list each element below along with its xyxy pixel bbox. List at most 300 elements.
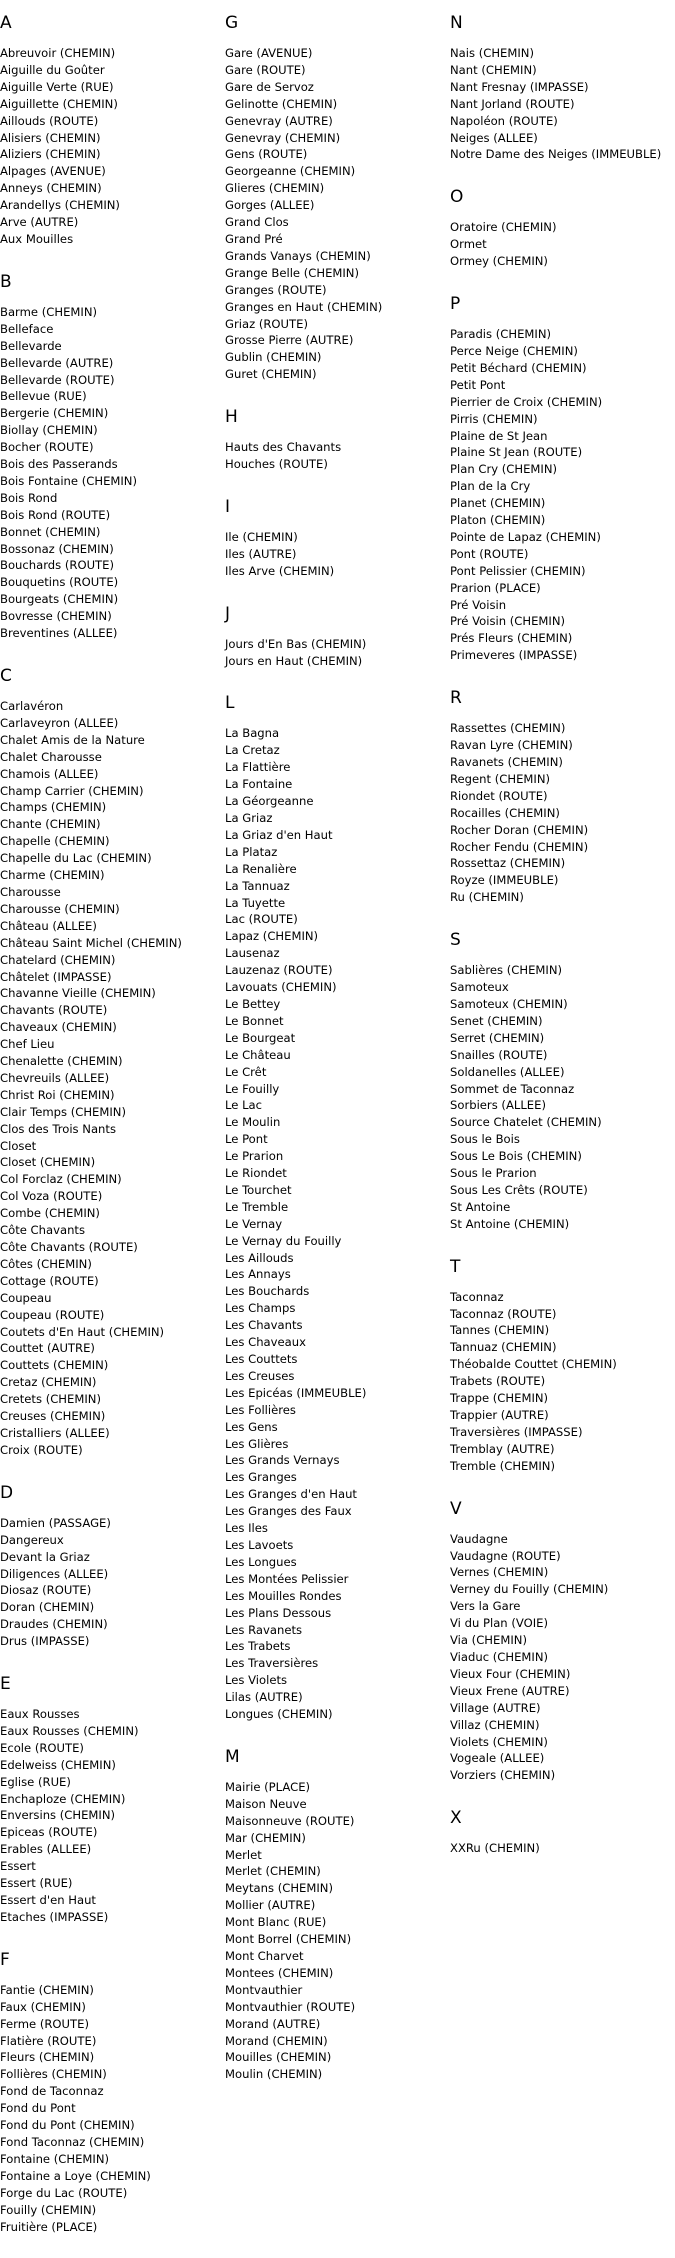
- street-item: Petit Pont: [450, 377, 506, 392]
- street-item: Aiguille Verte (RUE): [0, 79, 114, 94]
- street-item: Genevray (CHEMIN): [225, 130, 341, 145]
- letter-section-o: [450, 187, 670, 282]
- street-item: Gorges (ALLEE): [225, 198, 315, 213]
- street-item: Vieux Frene (AUTRE): [450, 1683, 570, 1698]
- street-item: Fouilly (CHEMIN): [0, 2202, 97, 2217]
- street-item: Ile (CHEMIN): [225, 529, 298, 544]
- street-item: Pont Pelissier (CHEMIN): [450, 563, 586, 578]
- street-item: Diligences (ALLEE): [0, 1566, 109, 1581]
- street-item: Prarion (PLACE): [450, 580, 541, 595]
- street-item: Villaz (CHEMIN): [450, 1717, 540, 1732]
- letter-section-f: [0, 1950, 220, 2248]
- street-item: Le Lac: [225, 1098, 263, 1113]
- street-item: Carlaveyron (ALLEE): [0, 715, 119, 730]
- street-item: Gens (ROUTE): [225, 147, 308, 162]
- letter-section-v: [450, 1499, 670, 1797]
- street-item: Chavants (ROUTE): [0, 1003, 108, 1018]
- street-item: Bovresse (CHEMIN): [0, 609, 112, 624]
- street-item: Aliziers (CHEMIN): [0, 147, 101, 162]
- street-item: Les Chaveaux: [225, 1335, 306, 1350]
- letter-section-r: [450, 688, 670, 918]
- street-item: Vers la Gare: [450, 1599, 521, 1614]
- street-item: Prés Fleurs (CHEMIN): [450, 631, 573, 646]
- street-item: Rocher Doran (CHEMIN): [450, 822, 589, 837]
- street-item: Taconnaz (ROUTE): [450, 1306, 557, 1321]
- street-item: Glieres (CHEMIN): [225, 181, 325, 196]
- street-item: Mont Charvet: [225, 1949, 304, 1963]
- letter-heading: J: [225, 603, 231, 624]
- street-item: Aux Mouilles: [0, 231, 74, 246]
- street-item: Vi du Plan (VOIE): [450, 1616, 548, 1631]
- section-spacer: [225, 669, 445, 681]
- section-spacer: [225, 1723, 445, 1735]
- street-item: Les Grands Vernays: [225, 1453, 340, 1468]
- street-item: Morand (AUTRE): [225, 2016, 321, 2031]
- street-item: Les Epicéas (IMMEUBLE): [225, 1385, 367, 1400]
- letter-section-d: [0, 1483, 220, 1662]
- street-item: Lac (ROUTE): [225, 912, 298, 927]
- street-item: Merlet (CHEMIN): [225, 1864, 321, 1879]
- section-spacer: [450, 270, 670, 282]
- street-list: [0, 1982, 220, 2236]
- street-item: Le Bonnet: [225, 1013, 284, 1028]
- street-item: Alisiers (CHEMIN): [0, 130, 101, 145]
- street-item: Théobalde Couttet (CHEMIN): [450, 1357, 617, 1372]
- street-item: Grand Clos: [225, 215, 289, 230]
- street-item: Clos des Trois Nants: [0, 1121, 116, 1136]
- street-item: Soldanelles (ALLEE): [450, 1064, 565, 1079]
- street-list: [0, 1706, 220, 1926]
- street-item: Château (ALLEE): [0, 918, 97, 933]
- street-item: Essert d'en Haut: [0, 1893, 96, 1907]
- letter-heading: A: [0, 13, 12, 33]
- street-item: Bois Rond: [0, 490, 58, 505]
- street-item: Violets (CHEMIN): [450, 1734, 548, 1749]
- street-list: [450, 720, 670, 906]
- street-list: [225, 45, 445, 383]
- street-item: Les Montées Pelissier: [225, 1571, 349, 1586]
- letter-section-p: [450, 294, 670, 676]
- street-item: Côtes (CHEMIN): [0, 1256, 92, 1271]
- street-item: Faux (CHEMIN): [0, 1999, 86, 2014]
- street-list: [0, 698, 220, 1459]
- street-item: Samoteux: [450, 980, 509, 995]
- letter-heading: G: [225, 13, 239, 33]
- street-item: Bouquetins (ROUTE): [0, 575, 119, 590]
- street-item: La Griaz: [225, 811, 273, 825]
- letter-section-i: [225, 497, 445, 592]
- street-item: St Antoine: [450, 1199, 511, 1214]
- street-item: Napoléon (ROUTE): [450, 113, 558, 128]
- street-item: Riondet (ROUTE): [450, 788, 548, 803]
- street-item: Merlet: [225, 1847, 262, 1862]
- street-item: Croix (ROUTE): [0, 1442, 83, 1457]
- letter-heading: T: [450, 1256, 461, 1277]
- section-spacer: [0, 1459, 220, 1471]
- street-item: La Tannuaz: [225, 878, 290, 893]
- street-item: Les Ravanets: [225, 1622, 303, 1637]
- street-item: La Fontaine: [225, 777, 293, 792]
- street-item: Bocher (ROUTE): [0, 440, 94, 455]
- street-item: Lauzenaz (ROUTE): [225, 963, 333, 978]
- letter-section-l: [225, 693, 445, 1734]
- street-list: [225, 529, 445, 580]
- street-list: [0, 304, 220, 642]
- street-item: Les Chavants: [225, 1318, 303, 1333]
- street-item: Bouchards (ROUTE): [0, 558, 114, 573]
- street-item: Les Follières: [225, 1402, 296, 1417]
- street-item: Fond de Taconnaz: [0, 2084, 104, 2099]
- street-item: La Géorgeanne: [225, 794, 314, 809]
- letter-heading: D: [0, 1482, 14, 1503]
- letter-heading: H: [225, 407, 238, 428]
- letter-section-h: [225, 407, 445, 485]
- street-list: [450, 1289, 670, 1475]
- letter-heading: E: [0, 1674, 11, 1695]
- street-item: Serret (CHEMIN): [450, 1030, 545, 1045]
- street-item: Les Bouchards: [225, 1284, 310, 1299]
- street-item: Bergerie (CHEMIN): [0, 406, 109, 421]
- street-item: Village (AUTRE): [450, 1700, 541, 1715]
- section-spacer: [450, 1784, 670, 1796]
- letter-heading: F: [0, 1949, 10, 1970]
- street-item: Source Chatelet (CHEMIN): [450, 1115, 602, 1130]
- street-item: Abreuvoir (CHEMIN): [0, 46, 116, 60]
- street-item: Le Tourchet: [225, 1182, 292, 1197]
- street-item: Montvauthier (ROUTE): [225, 1999, 356, 2014]
- street-item: Drus (IMPASSE): [0, 1634, 90, 1649]
- street-item: Granges (ROUTE): [225, 282, 327, 297]
- street-item: Essert (RUE): [0, 1876, 73, 1891]
- street-item: Gare (AVENUE): [225, 46, 313, 60]
- street-item: Mar (CHEMIN): [225, 1830, 306, 1845]
- street-item: Le Château: [225, 1047, 291, 1062]
- street-item: Arve (AUTRE): [0, 215, 79, 230]
- letter-heading: V: [450, 1498, 462, 1519]
- street-item: Les Creuses: [225, 1368, 295, 1383]
- street-item: Les Longues: [225, 1554, 297, 1569]
- street-item: Grosse Pierre (AUTRE): [225, 333, 354, 348]
- street-item: Pont (ROUTE): [450, 546, 529, 561]
- street-item: Vorziers (CHEMIN): [450, 1768, 556, 1783]
- street-item: Le Vernay: [225, 1216, 283, 1231]
- street-item: Sablières (CHEMIN): [450, 963, 563, 978]
- street-item: Vaudagne (ROUTE): [450, 1548, 561, 1563]
- street-list: [225, 725, 445, 1722]
- street-list: [225, 439, 445, 473]
- street-item: Sous le Bois: [450, 1132, 520, 1147]
- street-item: Epiceas (ROUTE): [0, 1825, 98, 1840]
- street-item: Les Granges d'en Haut: [225, 1487, 357, 1502]
- street-item: Les Couttets: [225, 1352, 298, 1366]
- street-item: Samoteux (CHEMIN): [450, 996, 568, 1011]
- street-item: Genevray (AUTRE): [225, 113, 333, 128]
- street-item: Maison Neuve: [225, 1796, 307, 1811]
- street-item: Aillouds (ROUTE): [0, 113, 99, 128]
- street-list: [450, 962, 670, 1233]
- street-item: Guret (CHEMIN): [225, 367, 317, 382]
- section-spacer: [450, 1233, 670, 1245]
- street-item: Ormet: [450, 237, 487, 252]
- section-spacer: [225, 2083, 445, 2095]
- street-item: Moulin (CHEMIN): [225, 2067, 323, 2082]
- street-item: Clair Temps (CHEMIN): [0, 1104, 126, 1119]
- street-item: Gare de Servoz: [225, 79, 314, 94]
- street-list: [225, 636, 445, 670]
- street-item: La Cretaz: [225, 743, 280, 758]
- street-item: Vogeale (ALLEE): [450, 1751, 545, 1766]
- street-item: Lausenaz: [225, 946, 280, 961]
- street-item: Les Aillouds: [225, 1250, 294, 1265]
- street-item: La Flattière: [225, 760, 291, 775]
- letter-section-t: [450, 1257, 670, 1487]
- street-item: Vieux Four (CHEMIN): [450, 1666, 571, 1681]
- street-item: Closet (CHEMIN): [0, 1155, 96, 1170]
- letter-section-b: [0, 272, 220, 654]
- street-item: Essert: [0, 1859, 36, 1874]
- street-item: Plaine de St Jean: [450, 428, 548, 443]
- letter-heading: N: [450, 13, 463, 33]
- street-item: Fontaine a Loye (CHEMIN): [0, 2168, 151, 2183]
- street-item: Chante (CHEMIN): [0, 817, 101, 832]
- street-item: Chamois (ALLEE): [0, 766, 99, 781]
- street-item: Le Vernay du Fouilly: [225, 1233, 342, 1248]
- letter-section-a: [0, 13, 220, 260]
- street-item: Breventines (ALLEE): [0, 626, 118, 641]
- street-list: [450, 1840, 670, 1857]
- street-item: Anneys (CHEMIN): [0, 181, 102, 196]
- street-item: Les Gens: [225, 1419, 278, 1434]
- street-item: Chapelle du Lac (CHEMIN): [0, 851, 152, 866]
- street-item: Bonnet (CHEMIN): [0, 524, 101, 539]
- street-item: Enversins (CHEMIN): [0, 1808, 116, 1823]
- street-item: Grand Pré: [225, 231, 283, 246]
- section-spacer: [0, 248, 220, 260]
- street-item: Bellevarde (ROUTE): [0, 372, 115, 387]
- street-item: Gublin (CHEMIN): [225, 350, 322, 365]
- street-item: Sous Les Crêts (ROUTE): [450, 1182, 588, 1197]
- street-item: Aiguille du Goûter: [0, 62, 105, 77]
- letter-heading: O: [450, 187, 464, 208]
- street-item: Fond Taconnaz (CHEMIN): [0, 2134, 145, 2149]
- street-item: Château Saint Michel (CHEMIN): [0, 935, 182, 950]
- street-item: Creuses (CHEMIN): [0, 1409, 106, 1424]
- street-item: Aiguillette (CHEMIN): [0, 96, 118, 111]
- street-item: Mont Borrel (CHEMIN): [225, 1932, 352, 1947]
- street-item: Cretets (CHEMIN): [0, 1392, 101, 1407]
- street-item: Nant Fresnay (IMPASSE): [450, 79, 589, 94]
- street-item: Bois Fontaine (CHEMIN): [0, 473, 138, 488]
- street-item: Trappe (CHEMIN): [450, 1391, 549, 1406]
- street-item: Meytans (CHEMIN): [225, 1881, 334, 1896]
- street-item: Chapelle (CHEMIN): [0, 834, 110, 849]
- street-item: Grands Vanays (CHEMIN): [225, 248, 371, 263]
- street-item: Chatelard (CHEMIN): [0, 952, 116, 967]
- street-item: Les Trabets: [225, 1639, 291, 1654]
- street-item: Bellevue (RUE): [0, 389, 87, 404]
- street-item: Nant (CHEMIN): [450, 62, 537, 77]
- street-item: Couttets (CHEMIN): [0, 1358, 109, 1373]
- street-item: Verney du Fouilly (CHEMIN): [450, 1582, 609, 1597]
- street-item: Ru (CHEMIN): [450, 890, 524, 905]
- street-item: Tannuaz (CHEMIN): [450, 1340, 557, 1355]
- street-item: La Griaz d'en Haut: [225, 827, 333, 842]
- street-item: Closet: [0, 1138, 37, 1153]
- section-spacer: [0, 1650, 220, 1662]
- letter-section-g: [225, 13, 445, 395]
- street-item: Lapaz (CHEMIN): [225, 929, 319, 944]
- street-item: Mouilles (CHEMIN): [225, 2050, 332, 2065]
- street-item: Les Plans Dessous: [225, 1605, 332, 1620]
- column-1: [0, 0, 220, 2247]
- street-item: Les Annays: [225, 1267, 291, 1282]
- street-item: Jours en Haut (CHEMIN): [225, 653, 363, 668]
- street-item: Côte Chavants: [0, 1223, 86, 1238]
- street-item: Via (CHEMIN): [450, 1633, 527, 1648]
- street-item: Rocher Fendu (CHEMIN): [450, 839, 589, 854]
- street-item: Senet (CHEMIN): [450, 1013, 543, 1028]
- street-item: Le Riondet: [225, 1166, 287, 1181]
- street-item: Fontaine (CHEMIN): [0, 2151, 110, 2166]
- street-item: Vaudagne: [450, 1531, 508, 1546]
- street-item: Rassettes (CHEMIN): [450, 721, 566, 736]
- street-item: Le Bourgeat: [225, 1030, 296, 1045]
- street-item: Montvauthier: [225, 1982, 303, 1997]
- street-item: Chalet Amis de la Nature: [0, 732, 145, 747]
- street-item: Viaduc (CHEMIN): [450, 1649, 549, 1664]
- street-item: Primeveres (IMPASSE): [450, 648, 578, 663]
- street-item: Montees (CHEMIN): [225, 1965, 334, 1980]
- street-item: Belleface: [0, 321, 54, 336]
- street-item: Nais (CHEMIN): [450, 46, 535, 60]
- street-item: Biollay (CHEMIN): [0, 423, 98, 438]
- street-item: Trappier (AUTRE): [450, 1408, 549, 1422]
- street-item: Taconnaz: [450, 1289, 504, 1304]
- street-item: Barme (CHEMIN): [0, 304, 98, 319]
- street-item: Erables (ALLEE): [0, 1842, 92, 1857]
- street-item: Ecole (ROUTE): [0, 1740, 84, 1755]
- letter-heading: X: [450, 1808, 462, 1829]
- street-item: Plaine St Jean (ROUTE): [450, 445, 583, 460]
- street-list: [225, 1779, 445, 2083]
- street-item: Fleurs (CHEMIN): [0, 2050, 95, 2065]
- section-spacer: [450, 1475, 670, 1487]
- street-item: Ferme (ROUTE): [0, 2016, 89, 2031]
- street-item: Cretaz (CHEMIN): [0, 1375, 97, 1390]
- street-item: Gare (ROUTE): [225, 62, 306, 77]
- street-item: Vernes (CHEMIN): [450, 1565, 549, 1580]
- street-item: Hauts des Chavants: [225, 440, 342, 455]
- letter-heading: I: [225, 496, 231, 517]
- street-item: Gelinotte (CHEMIN): [225, 96, 338, 111]
- street-item: Neiges (ALLEE): [450, 130, 538, 145]
- street-item: Draudes (CHEMIN): [0, 1617, 108, 1632]
- street-item: Etaches (IMPASSE): [0, 1909, 109, 1924]
- street-item: Champ Carrier (CHEMIN): [0, 783, 144, 798]
- street-item: Petit Béchard (CHEMIN): [450, 360, 587, 375]
- street-list: [450, 326, 670, 664]
- street-item: Lilas (AUTRE): [225, 1690, 303, 1705]
- street-item: Coupeau: [0, 1290, 52, 1305]
- street-item: Christ Roi (CHEMIN): [0, 1087, 115, 1102]
- street-item: Les Mouilles Rondes: [225, 1588, 342, 1603]
- street-item: Coutets d'En Haut (CHEMIN): [0, 1324, 165, 1339]
- street-item: Cristalliers (ALLEE): [0, 1425, 110, 1440]
- letter-section-e: [0, 1674, 220, 1938]
- street-item: Les Champs: [225, 1301, 296, 1316]
- street-item: Devant la Griaz: [0, 1549, 90, 1564]
- street-item: Charousse (CHEMIN): [0, 901, 120, 916]
- street-item: Coupeau (ROUTE): [0, 1307, 105, 1322]
- street-item: Granges en Haut (CHEMIN): [225, 299, 383, 314]
- street-item: Oratoire (CHEMIN): [450, 220, 557, 235]
- street-item: Georgeanne (CHEMIN): [225, 164, 356, 179]
- street-item: Le Bettey: [225, 996, 281, 1011]
- street-item: La Renalière: [225, 861, 297, 876]
- street-item: Col Voza (ROUTE): [0, 1189, 103, 1204]
- section-spacer: [0, 2235, 220, 2247]
- street-item: Les Granges des Faux: [225, 1504, 352, 1519]
- street-list: [0, 1515, 220, 1650]
- street-item: Rocailles (CHEMIN): [450, 805, 560, 820]
- street-item: Bourgeats (CHEMIN): [0, 592, 119, 607]
- street-item: Longues (CHEMIN): [225, 1707, 333, 1722]
- street-item: Bois des Passerands: [0, 457, 118, 472]
- section-spacer: [450, 163, 670, 175]
- section-spacer: [225, 580, 445, 592]
- street-item: La Plataz: [225, 844, 278, 859]
- street-item: Les Traversières: [225, 1656, 319, 1671]
- street-item: Tannes (CHEMIN): [450, 1323, 550, 1338]
- street-item: Griaz (ROUTE): [225, 316, 308, 331]
- street-item: Nant Jorland (ROUTE): [450, 96, 575, 111]
- street-item: Fond du Pont: [0, 2101, 76, 2116]
- street-list: [450, 219, 670, 270]
- letter-heading: P: [450, 294, 461, 315]
- street-item: Platon (CHEMIN): [450, 513, 546, 528]
- street-item: Charousse: [0, 884, 61, 899]
- street-item: Eaux Rousses: [0, 1707, 80, 1722]
- letter-section-n: [450, 13, 670, 175]
- letter-heading: S: [450, 930, 461, 951]
- street-item: Eglise (RUE): [0, 1774, 71, 1789]
- section-spacer: [225, 383, 445, 395]
- street-list: [450, 45, 670, 163]
- letter-heading: B: [0, 271, 12, 292]
- street-item: Les Iles: [225, 1521, 268, 1536]
- street-item: Sommet de Taconnaz: [450, 1081, 575, 1096]
- street-item: Le Tremble: [225, 1199, 289, 1214]
- street-item: Couttet (AUTRE): [0, 1341, 95, 1356]
- letter-section-j: [225, 604, 445, 682]
- street-item: Grange Belle (CHEMIN): [225, 265, 360, 280]
- street-item: Bellevarde: [0, 338, 62, 353]
- street-item: Charme (CHEMIN): [0, 868, 105, 883]
- street-item: Maisonneuve (ROUTE): [225, 1813, 355, 1828]
- street-item: Plan Cry (CHEMIN): [450, 462, 558, 477]
- street-item: Doran (CHEMIN): [0, 1600, 95, 1615]
- street-item: Plan de la Cry: [450, 479, 531, 494]
- street-item: Les Violets: [225, 1673, 288, 1688]
- street-item: Carlavéron: [0, 699, 64, 713]
- section-spacer: [225, 473, 445, 485]
- street-item: La Tuyette: [225, 895, 286, 910]
- letter-section-m: [225, 1747, 445, 2095]
- street-item: Le Prarion: [225, 1149, 284, 1164]
- street-item: Traversières (IMPASSE): [450, 1424, 583, 1439]
- letter-heading: R: [450, 688, 462, 709]
- street-item: Fruitière (PLACE): [0, 2219, 98, 2234]
